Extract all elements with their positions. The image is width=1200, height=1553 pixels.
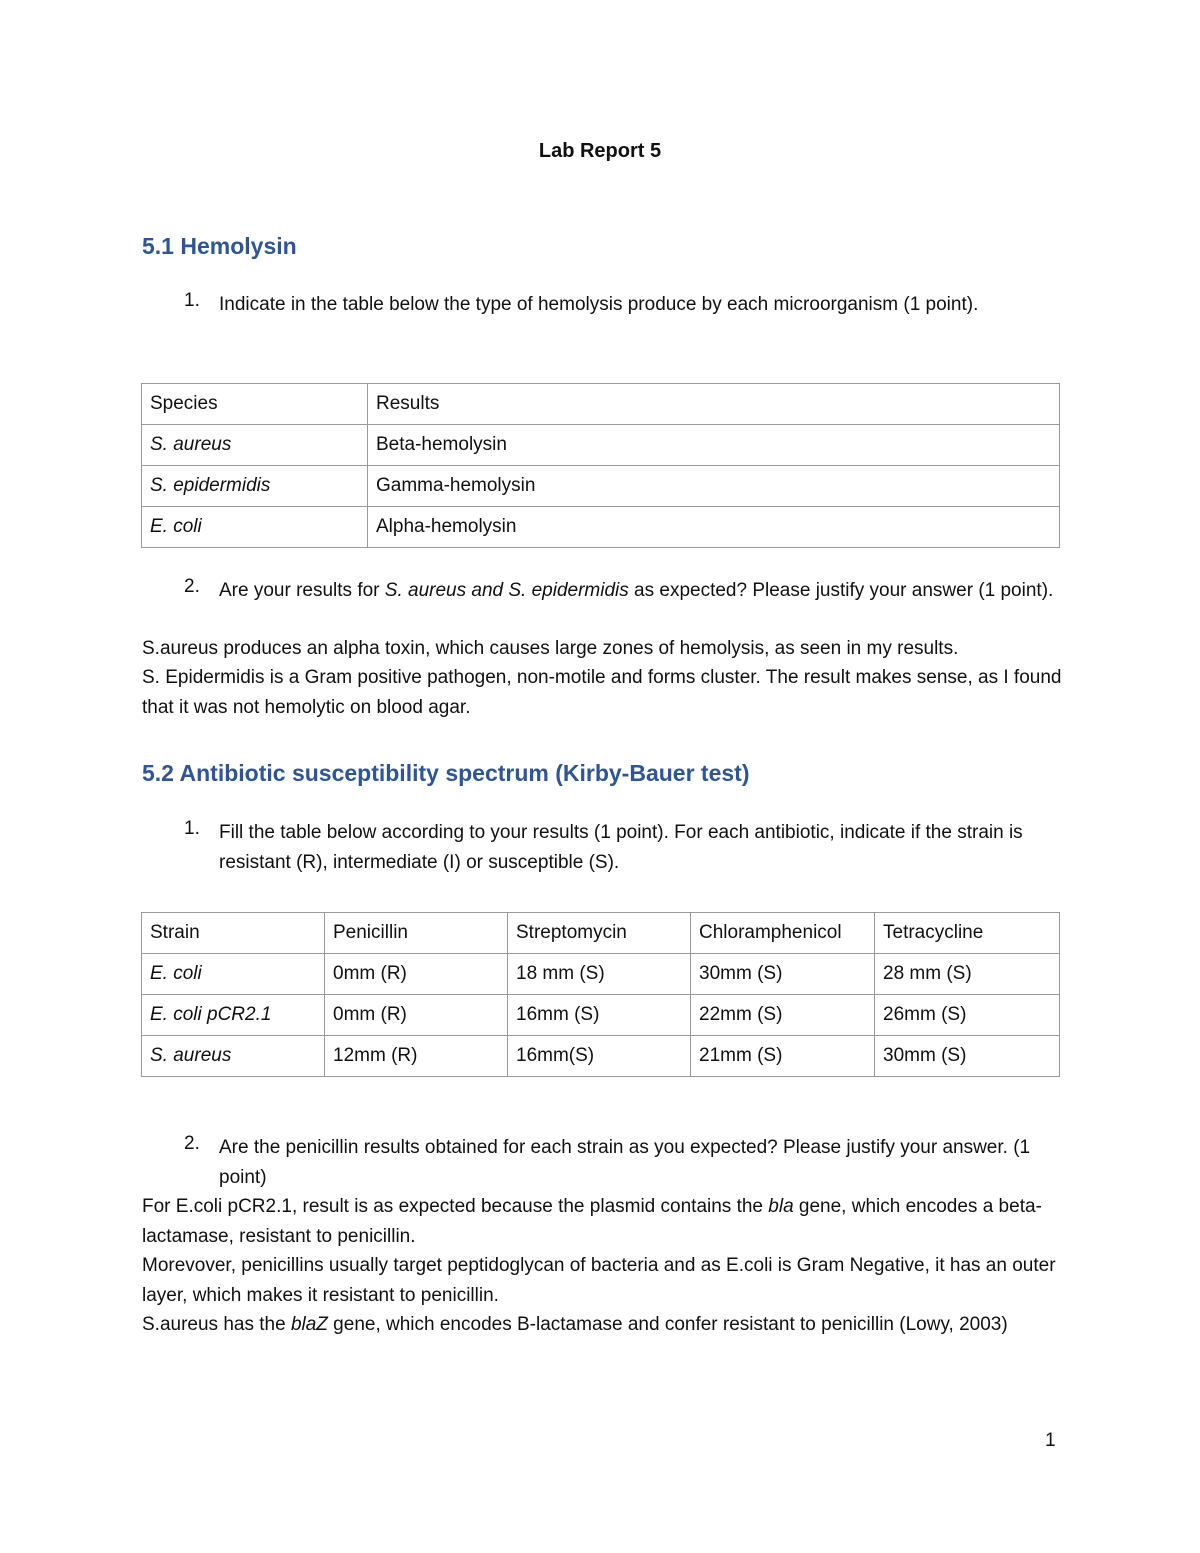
table-header-cell: Results	[368, 384, 1060, 425]
question-text-italic: S. aureus and S. epidermidis	[384, 580, 629, 601]
table-header-row	[142, 384, 1060, 425]
answer-paragraph: Morevover, penicillins usually target peptidoglycan of bacteria and as E.coli is Gram Negative, it has an outer layer, which makes it resistant to penicillin.	[142, 1255, 1056, 1306]
question-text	[219, 576, 1069, 606]
hemolysis-table	[141, 383, 1060, 548]
species-cell: S. aureus	[142, 425, 368, 466]
table-header-cell: Tetracycline	[875, 913, 1060, 954]
antibiotic-table	[141, 912, 1060, 1077]
question-text-part: Are your results for	[219, 580, 385, 601]
answer-text-part: gene, which encodes a beta-lactamase, resistant to penicillin.	[142, 1196, 1042, 1247]
value-cell: 0mm (R)	[325, 954, 508, 995]
section-heading-antibiotic: 5.2 Antibiotic susceptibility spectrum (Kirby-Bauer test)	[142, 760, 750, 786]
species-cell: E. coli	[142, 507, 368, 548]
value-cell: 0mm (R)	[325, 995, 508, 1036]
answer-text-part: S.aureus has the	[142, 1314, 291, 1335]
value-cell: 22mm (S)	[691, 995, 875, 1036]
value-cell: 30mm (S)	[691, 954, 875, 995]
result-cell: Beta-hemolysin	[368, 425, 1060, 466]
table-row	[142, 1036, 1060, 1077]
page-number: 1	[1045, 1430, 1056, 1451]
question-text: Fill the table below according to your results (1 point). For each antibiotic, indicate if the strain is resistant (R), intermediate (I) or susceptible (S).	[219, 822, 1023, 873]
question-text-part: as expected? Please justify your answer (1 point).	[628, 580, 1054, 601]
value-cell: 21mm (S)	[691, 1036, 875, 1077]
table-row	[142, 995, 1060, 1036]
question-text: Indicate in the table below the type of hemolysis produce by each microorganism (1 point).	[219, 294, 979, 315]
answer-paragraph: S. Epidermidis is a Gram positive pathogen, non-motile and forms cluster. The result makes sense, as I found that it was not hemolytic on blood agar.	[142, 667, 1062, 718]
table-header-cell: Streptomycin	[508, 913, 691, 954]
value-cell: 28 mm (S)	[875, 954, 1060, 995]
value-cell: 16mm(S)	[508, 1036, 691, 1077]
table-row	[142, 425, 1060, 466]
table-row	[142, 507, 1060, 548]
value-cell: 18 mm (S)	[508, 954, 691, 995]
table-header-row	[142, 913, 1060, 954]
value-cell: 30mm (S)	[875, 1036, 1060, 1077]
value-cell: 26mm (S)	[875, 995, 1060, 1036]
table-header-cell: Strain	[142, 913, 325, 954]
question-text: Are the penicillin results obtained for each strain as you expected? Please justify your answer. (1 point)	[219, 1137, 1031, 1188]
answer-paragraph	[142, 1192, 1072, 1251]
table-header-cell: Species	[142, 384, 368, 425]
question-number: 2.	[184, 1133, 200, 1154]
strain-cell: S. aureus	[142, 1036, 325, 1077]
answer-paragraph	[142, 1310, 1072, 1340]
table-row	[142, 954, 1060, 995]
question-number: 1.	[184, 290, 200, 311]
species-cell: S. epidermidis	[142, 466, 368, 507]
answer-text-part: For E.coli pCR2.1, result is as expected because the plasmid contains the	[142, 1196, 769, 1217]
question-number: 1.	[184, 818, 200, 839]
result-cell: Alpha-hemolysin	[368, 507, 1060, 548]
value-cell: 16mm (S)	[508, 995, 691, 1036]
section-heading-hemolysin: 5.1 Hemolysin	[142, 233, 297, 259]
table-row	[142, 466, 1060, 507]
table-header-cell: Penicillin	[325, 913, 508, 954]
strain-cell: E. coli	[142, 954, 325, 995]
gene-name: bla	[768, 1196, 794, 1217]
question-number: 2.	[184, 576, 200, 597]
result-cell: Gamma-hemolysin	[368, 466, 1060, 507]
strain-cell: E. coli pCR2.1	[142, 995, 325, 1036]
gene-name: blaZ	[290, 1314, 328, 1335]
table-header-cell: Chloramphenicol	[691, 913, 875, 954]
document-title: Lab Report 5	[538, 140, 662, 162]
answer-text-part: gene, which encodes B-lactamase and confer resistant to penicillin (Lowy, 2003)	[327, 1314, 1008, 1335]
value-cell: 12mm (R)	[325, 1036, 508, 1077]
answer-paragraph: S.aureus produces an alpha toxin, which causes large zones of hemolysis, as seen in my results.	[142, 638, 959, 659]
